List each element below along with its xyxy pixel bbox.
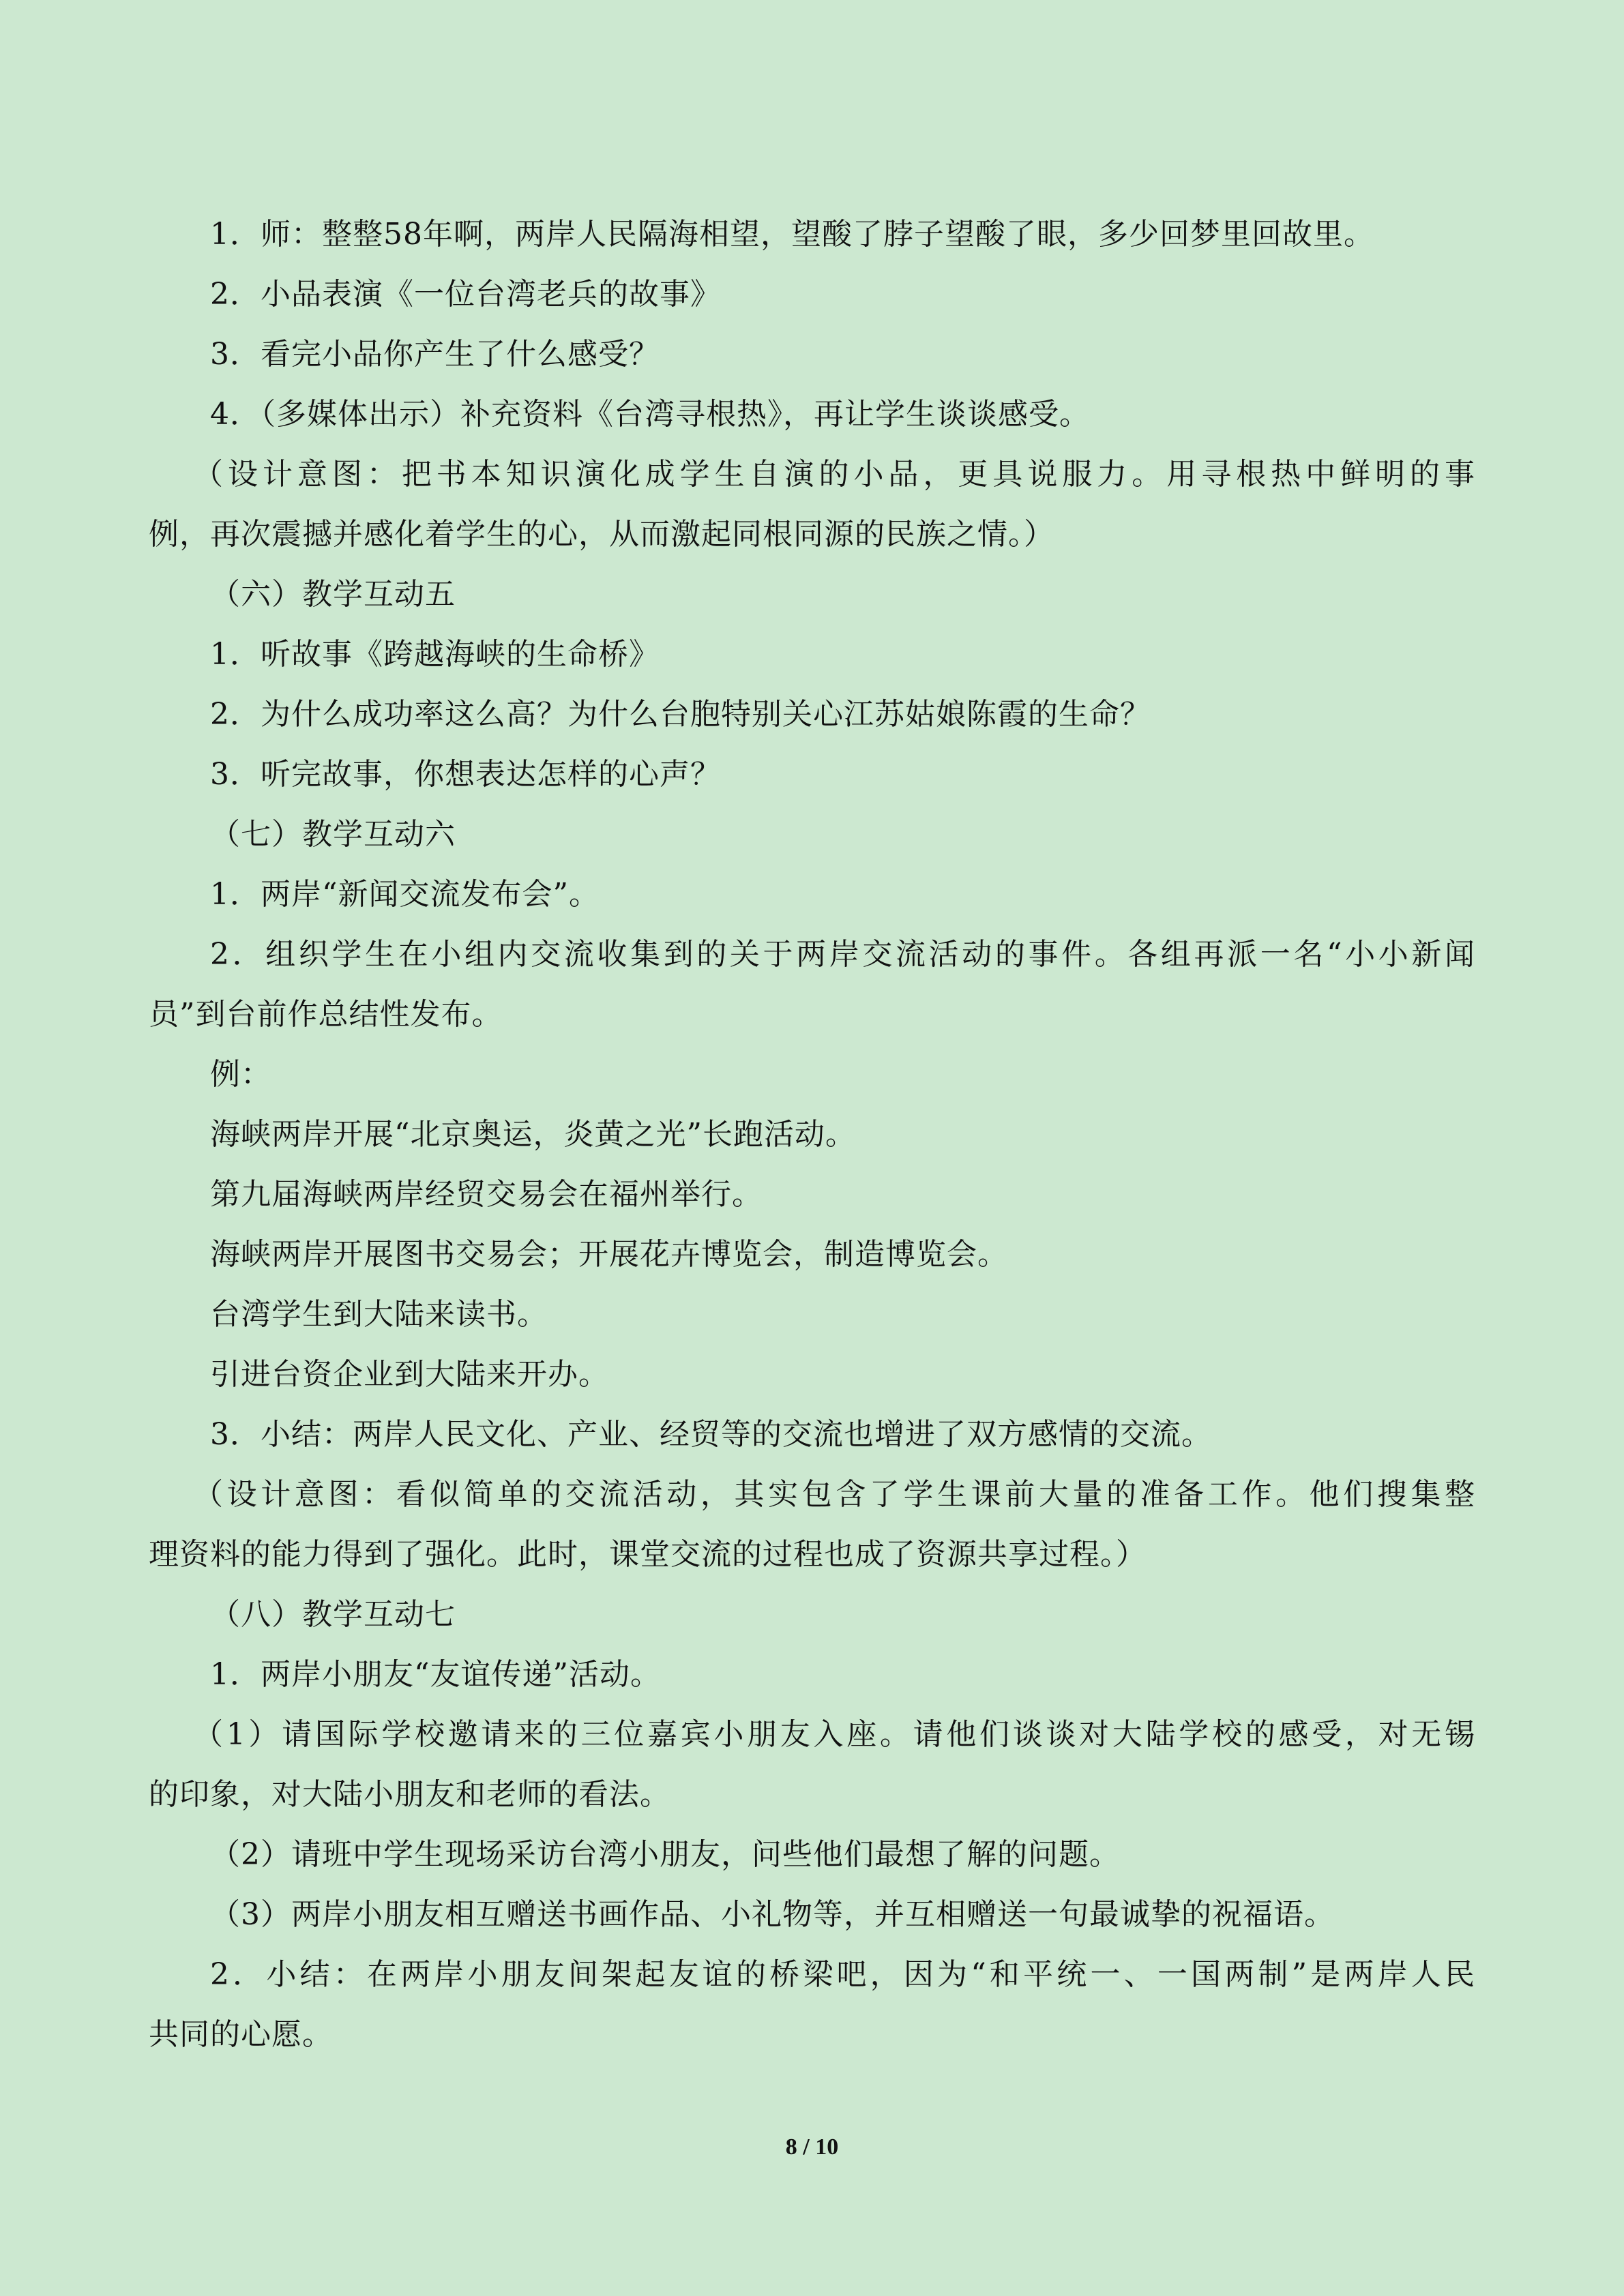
paragraph-line: 1．师：整整58年啊，两岸人民隔海相望，望酸了脖子望酸了眼，多少回梦里回故里。	[210, 217, 1374, 252]
paragraph-line: 2．小结：在两岸小朋友间架起友谊的桥梁吧，因为“和平统一、一国两制”是两岸人民	[210, 1957, 1475, 1992]
paragraph-line: 3．听完故事，你想表达怎样的心声？	[210, 757, 721, 792]
paragraph-line: 3．小结：两岸人民文化、产业、经贸等的交流也增进了双方感情的交流。	[210, 1417, 1212, 1452]
paragraph-line: （设计意图：把书本知识演化成学生自演的小品，更具说服力。用寻根热中鲜明的事	[193, 457, 1475, 492]
paragraph-line: （2）请班中学生现场采访台湾小朋友，问些他们最想了解的问题。	[210, 1837, 1120, 1872]
paragraph-line: （1）请国际学校邀请来的三位嘉宾小朋友入座。请他们谈谈对大陆学校的感受，对无锡	[193, 1717, 1475, 1752]
list-item: 第九届海峡两岸经贸交易会在福州举行。	[210, 1177, 763, 1212]
section-heading: （六）教学互动五	[210, 577, 456, 612]
paragraph-line: 的印象，对大陆小朋友和老师的看法。	[149, 1777, 670, 1812]
paragraph-line: 共同的心愿。	[149, 2017, 333, 2052]
paragraph-line: 例：	[210, 1057, 271, 1092]
list-item: 海峡两岸开展图书交易会；开展花卉博览会，制造博览会。	[210, 1237, 1008, 1272]
paragraph-line: 理资料的能力得到了强化。此时，课堂交流的过程也成了资源共享过程。）	[149, 1537, 1147, 1572]
paragraph-line: 3．看完小品你产生了什么感受？	[210, 337, 660, 372]
paragraph-line: 4．（多媒体出示）补充资料《台湾寻根热》，再让学生谈谈感受。	[210, 397, 1090, 432]
section-heading: （七）教学互动六	[210, 817, 456, 852]
page-number: 8 / 10	[785, 2134, 839, 2160]
paragraph-line: 1．两岸“新闻交流发布会”。	[210, 877, 600, 912]
paragraph-line: 2．为什么成功率这么高？为什么台胞特别关心江苏姑娘陈霞的生命？	[210, 697, 1151, 732]
paragraph-line: 1．听故事《跨越海峡的生命桥》	[210, 637, 660, 672]
list-item: 海峡两岸开展“北京奥运，炎黄之光”长跑活动。	[210, 1117, 856, 1152]
paragraph-line: 例，再次震撼并感化着学生的心，从而激起同根同源的民族之情。）	[149, 517, 1054, 552]
list-item: 引进台资企业到大陆来开办。	[210, 1357, 609, 1392]
section-heading: （八）教学互动七	[210, 1597, 456, 1632]
paragraph-line: （3）两岸小朋友相互赠送书画作品、小礼物等，并互相赠送一句最诚挚的祝福语。	[210, 1897, 1335, 1932]
paragraph-line: 2．小品表演《一位台湾老兵的故事》	[210, 277, 721, 312]
list-item: 台湾学生到大陆来读书。	[210, 1297, 548, 1332]
paragraph-line: 2．组织学生在小组内交流收集到的关于两岸交流活动的事件。各组再派一名“小小新闻	[210, 937, 1475, 972]
document-body	[149, 205, 1475, 2065]
paragraph-line: 员”到台前作总结性发布。	[149, 997, 503, 1032]
paragraph-line: 1．两岸小朋友“友谊传递”活动。	[210, 1657, 661, 1692]
paragraph-line: （设计意图：看似简单的交流活动，其实包含了学生课前大量的准备工作。他们搜集整	[193, 1477, 1475, 1512]
